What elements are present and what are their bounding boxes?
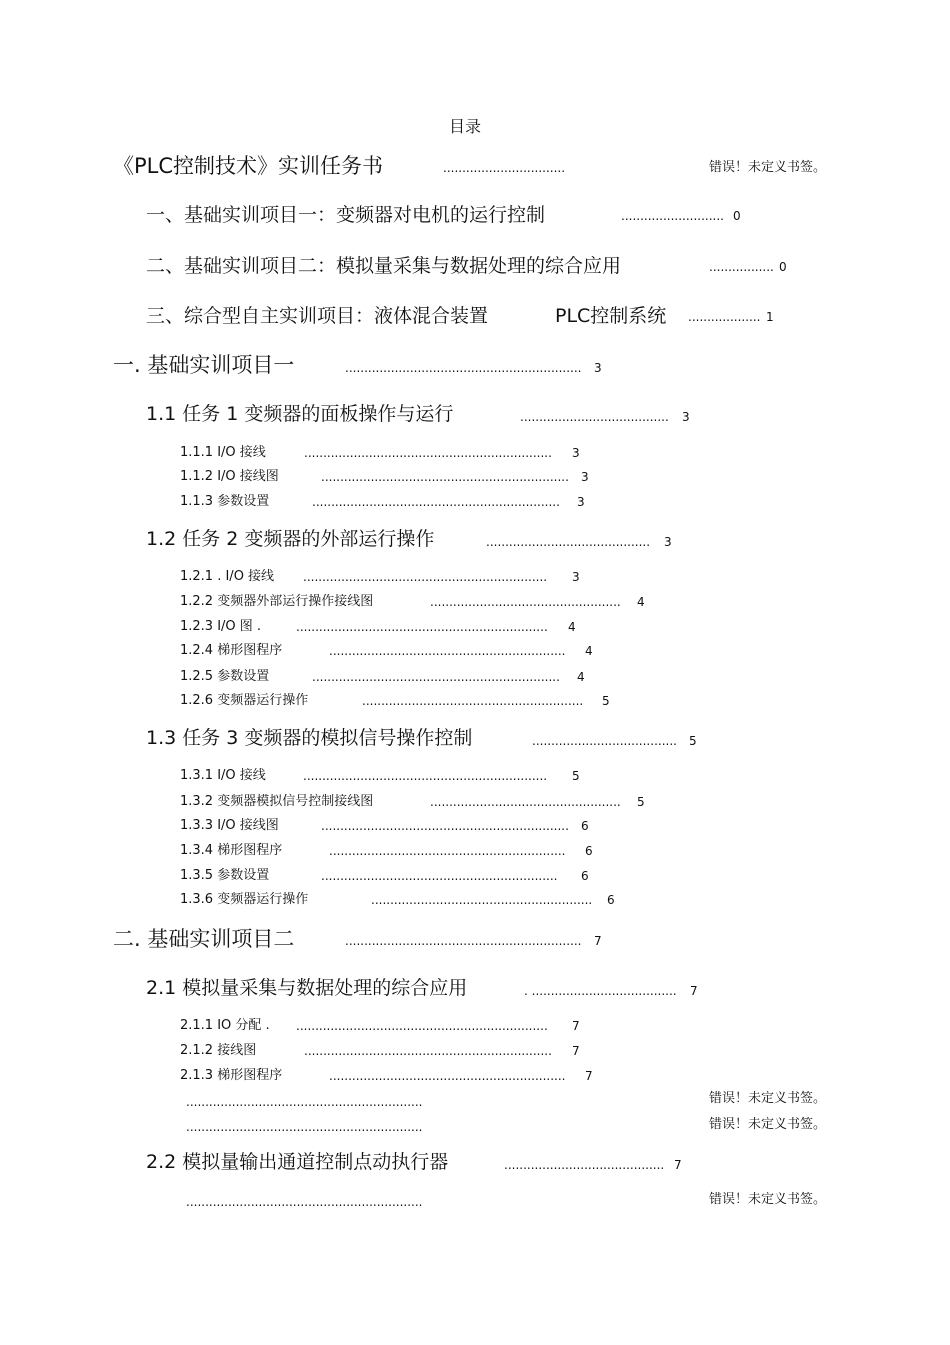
- toc-entry-label[interactable]: 1.1.1 I/O 接线: [180, 445, 266, 460]
- toc-entry-page: 3: [572, 570, 580, 584]
- toc-entry-page: 3: [577, 495, 585, 509]
- toc-entry-dots: ..........................................................: [371, 893, 593, 907]
- toc-entry-label[interactable]: 1.2.3 I/O 图 .: [180, 619, 262, 634]
- toc-entry-page: 4: [585, 644, 593, 658]
- toc-entry-page: 5: [572, 769, 580, 783]
- toc-entry-dots: ..............................................................: [329, 1069, 566, 1083]
- toc-entry-page: 7: [690, 984, 698, 998]
- toc-entry-page: 3: [682, 410, 690, 424]
- toc-entry-label[interactable]: 1.1.3 参数设置: [180, 494, 270, 509]
- toc-entry-dots: ..............................................................: [329, 644, 566, 658]
- toc-entry-page: 7: [674, 1158, 682, 1172]
- toc-entry-dots: .................................................................: [304, 1044, 552, 1058]
- toc-entry-label[interactable]: 2.1.2 接线图: [180, 1043, 257, 1058]
- toc-entry-label[interactable]: 二. 基础实训项目二: [113, 927, 295, 951]
- toc-entry-label[interactable]: 1.3 任务 3 变频器的模拟信号操作控制: [146, 727, 473, 749]
- toc-entry-label-suffix[interactable]: PLC控制系统: [555, 305, 667, 327]
- toc-entry-label[interactable]: 二、基础实训项目二：模拟量采集与数据处理的综合应用: [146, 255, 622, 277]
- toc-entry-dots: ...................: [688, 310, 761, 324]
- toc-entry-dots: ..............................................................: [186, 1195, 423, 1209]
- toc-title: 目录: [449, 117, 482, 136]
- toc-entry-dots: ...........................: [621, 209, 724, 223]
- toc-entry-dots: ..................................................................: [296, 620, 548, 634]
- toc-entry-dots: .................................................................: [321, 819, 569, 833]
- toc-entry-page: 3: [594, 361, 602, 375]
- toc-entry-page: 5: [637, 795, 645, 809]
- toc-entry-label[interactable]: 1.2.6 变频器运行操作: [180, 693, 309, 708]
- toc-entry-label[interactable]: 一. 基础实训项目一: [113, 353, 295, 377]
- toc-entry-dots: ..............................................................: [329, 844, 566, 858]
- toc-entry-dots: .................................................................: [312, 495, 560, 509]
- toc-entry-dots: .................: [709, 260, 774, 274]
- toc-entry-page: 4: [637, 595, 645, 609]
- toc-entry-page: 7: [585, 1069, 593, 1083]
- toc-entry-label[interactable]: 1.1 任务 1 变频器的面板操作与运行: [146, 403, 454, 425]
- toc-entry-page: 6: [581, 819, 589, 833]
- toc-entry-label[interactable]: 1.3.4 梯形图程序: [180, 843, 283, 858]
- toc-entry-dots: ..........................................: [504, 1158, 665, 1172]
- toc-entry-page: 4: [577, 670, 585, 684]
- toc-entry-page: 6: [607, 893, 615, 907]
- toc-entry-label[interactable]: 1.3.1 I/O 接线: [180, 768, 266, 783]
- toc-entry-error: 错误！未定义书签。: [709, 160, 827, 175]
- toc-entry-dots: ..............................................................: [345, 934, 582, 948]
- toc-entry-dots: ..................................................................: [296, 1019, 548, 1033]
- toc-entry-page: 4: [568, 620, 576, 634]
- toc-entry-error: 错误！未定义书签。: [709, 1117, 827, 1132]
- toc-entry-dots: .................................................................: [312, 670, 560, 684]
- toc-entry-label[interactable]: 2.2 模拟量输出通道控制点动执行器: [146, 1151, 449, 1173]
- toc-entry-page: 3: [664, 535, 672, 549]
- toc-entry-dots: ................................................................: [303, 570, 548, 584]
- toc-entry-page: 1: [766, 310, 774, 324]
- toc-entry-page: 7: [594, 934, 602, 948]
- toc-entry-dots: ..........................................................: [362, 694, 584, 708]
- toc-entry-dots: ..................................................: [430, 795, 621, 809]
- toc-entry-dots: ..............................................................: [345, 361, 582, 375]
- toc-entry-page: 5: [689, 734, 697, 748]
- toc-entry-label[interactable]: 1.2.2 变频器外部运行操作接线图: [180, 594, 374, 609]
- toc-entry-label[interactable]: 三、综合型自主实训项目：液体混合装置: [146, 305, 489, 327]
- toc-entry-label[interactable]: 1.2.5 参数设置: [180, 669, 270, 684]
- toc-entry-dots: .......................................: [520, 410, 669, 424]
- toc-entry-label[interactable]: 1.3.6 变频器运行操作: [180, 892, 309, 907]
- toc-entry-page: 0: [733, 209, 741, 223]
- toc-entry-label[interactable]: 2.1 模拟量采集与数据处理的综合应用: [146, 977, 468, 999]
- toc-entry-dots: ...........................................: [486, 535, 651, 549]
- toc-entry-label[interactable]: 《PLC控制技术》实训任务书: [113, 154, 384, 178]
- toc-entry-dots: ..............................................................: [321, 869, 558, 883]
- toc-entry-page: 3: [581, 470, 589, 484]
- toc-entry-dots: ..............................................................: [186, 1095, 423, 1109]
- toc-entry-dots: ..................................................: [430, 595, 621, 609]
- toc-entry-dots: ..............................................................: [186, 1120, 423, 1134]
- toc-entry-dots: ......................................: [532, 734, 677, 748]
- toc-entry-page: 3: [572, 446, 580, 460]
- toc-entry-label[interactable]: 2.1.1 IO 分配 .: [180, 1018, 270, 1033]
- toc-entry-label[interactable]: 1.2 任务 2 变频器的外部运行操作: [146, 528, 435, 550]
- toc-entry-label[interactable]: 1.2.4 梯形图程序: [180, 643, 283, 658]
- toc-entry-dots: . ......................................: [524, 984, 677, 998]
- toc-entry-label[interactable]: 1.3.3 I/O 接线图: [180, 818, 279, 833]
- toc-entry-error: 错误！未定义书签。: [709, 1192, 827, 1207]
- toc-entry-label[interactable]: 1.1.2 I/O 接线图: [180, 469, 279, 484]
- toc-entry-page: 7: [572, 1044, 580, 1058]
- toc-entry-label[interactable]: 1.3.5 参数设置: [180, 868, 270, 883]
- toc-entry-dots: ................................: [443, 161, 566, 175]
- toc-entry-page: 0: [779, 260, 787, 274]
- toc-entry-dots: .................................................................: [321, 470, 569, 484]
- toc-entry-page: 6: [581, 869, 589, 883]
- toc-entry-dots: .................................................................: [304, 446, 552, 460]
- toc-entry-label[interactable]: 1.2.1 . I/O 接线: [180, 569, 275, 584]
- toc-entry-page: 7: [572, 1019, 580, 1033]
- toc-entry-label[interactable]: 一、基础实训项目一：变频器对电机的运行控制: [146, 204, 546, 226]
- toc-entry-error: 错误！未定义书签。: [709, 1091, 827, 1106]
- toc-entry-dots: ................................................................: [303, 769, 548, 783]
- toc-entry-page: 5: [602, 694, 610, 708]
- toc-entry-label[interactable]: 2.1.3 梯形图程序: [180, 1068, 283, 1083]
- toc-entry-label[interactable]: 1.3.2 变频器模拟信号控制接线图: [180, 794, 374, 809]
- toc-entry-page: 6: [585, 844, 593, 858]
